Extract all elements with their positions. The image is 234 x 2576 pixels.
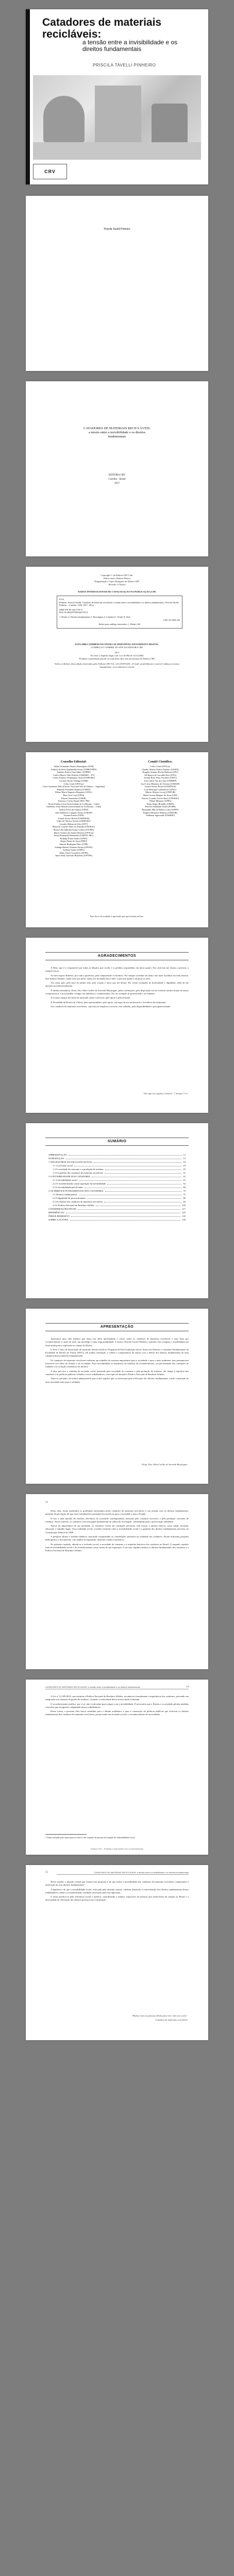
paragraph: Aos meus pais, pela base da minha vida, pela criação e amor que me deram. Por serem exemplos de honestidade e dignidade, além de me amarem incondicionalmente. (45, 981, 189, 988)
page-number: 14 (186, 1686, 189, 1688)
editorial-name: Elizeu Clementino (UNEB) (61, 796, 86, 800)
toc-entry[interactable] (48, 1157, 186, 1160)
editorial-name: Lídia de Oliveira Xavier (UNIEURO) (57, 820, 91, 823)
toc-leader (107, 1182, 181, 1184)
toc-leader (78, 1207, 180, 1210)
paragraph: Nesta obra, foram analisados os problemas enfrentados pelos catadores de materiais recicláveis e sua relação com os direitos fundamentais, partindo da percepção de que esses trabalhadores permanecem invisíveis para a sociedade e para o Estado. (45, 1510, 189, 1516)
toc-entry-label: 2 A INVISIBILIDADE DOS CATADORES (48, 1175, 91, 1178)
editorial-name: Rodrigo Pratte-Santos (UFES) (60, 837, 88, 840)
revisao: Revisão: A Autora (108, 583, 126, 586)
paragraph: Dessa forma, a presente obra busca contribuir para o debate acadêmico e para a construção de políticas públicas que efetivem os direitos fundamentais dos catadores de materiais recicláveis, promovendo sua inclusão social e o reconhecimento de seu trabalho. (45, 1710, 189, 1716)
committee-name: Péricles Stehmann Nunes (FURB) (145, 805, 176, 808)
toc-entry-label: APRESENTAÇÃO (48, 1154, 67, 1156)
editor-chefe: Editor-chefe: Railson Moura (104, 577, 130, 580)
toc-entry[interactable] (48, 1214, 186, 1218)
toc-entry-label: 1.3 A trajetória dos catadores de materiais recicláveis (53, 1172, 103, 1174)
committee-name: Rogério Monteiro Barbosa (UNIFOR) (143, 811, 177, 814)
paragraph: Nesse sentido, a questão central que orienta esta pesquisa é: de que forma a invisibilidade dos catadores de materiais recicláveis compromete a efetivação de seus direitos fundamentais? (45, 1880, 189, 1887)
toc-leader (71, 1214, 180, 1217)
paragraph: À Faculdade de Direito de Vitória, pela oportunidade e pelo apoio, em especial aos professores e servidores da instituição. (51, 1001, 166, 1004)
toc-entry-label: 3.1 Direitos fundamentais (53, 1193, 77, 1196)
toc-entry-label: 1.2 A sociedade do consumo e a produção de resíduos (53, 1168, 104, 1171)
toc-entry-label: 3.3 Os direitos dos catadores de materiais recicláveis (53, 1200, 103, 1203)
toc-entry[interactable] (48, 1218, 186, 1222)
toc-entry-label: SOBRE A AUTORA (48, 1218, 69, 1221)
toc-entry-label: 3.4 A Política Nacional de Resíduos Sólidos (53, 1204, 95, 1207)
title-page (26, 381, 208, 556)
introduction-page (26, 1494, 208, 1669)
toc-leader (66, 1211, 180, 1213)
isbn: ISBN 978-85-444-1701-8 (59, 608, 82, 611)
ficha-subjects: 1. Direito 2. Direitos fundamentais 3. Reciclagem 4. Catadores I. Título II. Série (59, 615, 131, 618)
toc-entry-page: 52 (183, 1182, 186, 1185)
editorial-name: Leonel Severo Rocha (UNISINOS) (58, 817, 90, 820)
publisher-logo: CRV (33, 164, 67, 179)
editorial-name: Jailson Alves dos Santos (UFRJ) (59, 808, 89, 811)
toc-entry-page: 125 (182, 1211, 186, 1214)
editorial-name: Lourdes Helena da Silva (UFV) (59, 822, 88, 825)
ficha-cdu: CDU 34 CDD 342 (163, 618, 180, 621)
footnote: 1 Termo utilizado pela autora para se referir a um conjunto de pessoas em situação de vulnerabilidade social. (45, 1836, 136, 1839)
toc-entry-label: 2.3 A invisibilidade pelo Estado (53, 1186, 83, 1189)
editorial-council (35, 760, 112, 857)
cover-subtitle: a tensão entre a invisibilidade e os direitos fundamentais (82, 39, 178, 53)
toc-entry-page: 19 (183, 1161, 186, 1163)
toc-entry-page: 135 (182, 1215, 186, 1217)
toc-entry-label: 3.2 A dignidade da pessoa humana (53, 1197, 86, 1199)
rights-note: Proibida a reprodução parcial ou total desta obra sem autorização da Editora CRV (79, 657, 155, 660)
copyright-line: Copyright © da Editora CRV Ltda. (101, 574, 133, 577)
toc-page (26, 1123, 208, 1298)
toc-entry[interactable] (48, 1153, 186, 1157)
toc-entry-label: CONSIDERAÇÕES FINAIS (48, 1208, 76, 1210)
toc-entry-page: 75 (183, 1190, 186, 1192)
toc-leader (94, 1160, 181, 1163)
editorial-name: Tadeu Oliver Gonçalves (UFPA) (59, 851, 89, 854)
toc-entry-label: 2.1 A invisibilidade social (53, 1179, 77, 1181)
toc-entry[interactable] (48, 1175, 186, 1178)
toc-entry[interactable] (48, 1167, 186, 1171)
committee-name: Olindo Menezes (UFPA) (149, 800, 172, 803)
toc-entry-page: 31 (183, 1172, 186, 1174)
diagramacao: Diagramação e Capa: Designers da Editora CRV (94, 580, 140, 583)
toc-entry-label: REFERÊNCIAS (48, 1211, 64, 1214)
ficha-title: DADOS INTERNACIONAIS DE CATALOGAÇÃO NA PUBLICAÇÃO (CIP) (78, 590, 156, 593)
cover-side-bar (26, 9, 30, 184)
paragraph: A hipótese é de que a invisibilidade social, reforçada pela omissão estatal, constitui obstáculo à concretização dos direitos fundamentais desses trabalhadores, sendo o reconhecimento condição necessária para sua superação. (45, 1888, 189, 1894)
title-page-title: CATADORES DE MATERIAIS RECICLÁVEIS: a tensão entre a invisibilidade e os direitos fundamentais (83, 427, 151, 438)
editorial-name: Simone Rodrigues Pinto (UNB) (59, 843, 88, 846)
page-14-footer: Editora CRV - Proibida a impressão e/ou comercialização (91, 1848, 143, 1850)
toc-leader (96, 1204, 180, 1206)
page-15-body (45, 1880, 189, 1903)
paragraph: No primeiro capítulo, aborda-se a exclusão social, a sociedade do consumo e a trajetória histórica dos catadores no Brasil. O segundo capítulo trata da invisibilidade social e do reconhecimento como forma de sua superação. O terceiro capítulo analisa os direitos fundamentais dos catadores e a Política Nacional de Resíduos Sólidos. (45, 1543, 189, 1552)
running-head: CATADORES DE MATERIAIS RECICLÁVEIS: a tensão entre a invisibilidade e os direitos fundamentais (57, 1871, 189, 1875)
toc-entry-page: 86 (183, 1197, 186, 1199)
committee-name: Raimundo Márcio Ribeiro Lima (UFRN) (142, 808, 179, 811)
editorial-name: Élsio José Corá (UFFS) (63, 793, 85, 796)
paragraph: O lixo é uma questão de extrema relevância na sociedade contemporânea, marcada pelo consumo excessivo e pela produção crescente de resíduos. Nesse contexto, os catadores exercem papel fundamental na cadeia da reciclagem, contribuindo para a preservação ambiental. (45, 1517, 189, 1523)
paragraph: A pesquisa adotou o método dialético, buscando compreender as contradições presentes na realidade dos catadores. Foram utilizadas pesquisa bibliográfica e documental, com análise de legislação, doutrina e dados estatísticos. (45, 1535, 189, 1541)
toc-leader (105, 1189, 182, 1192)
toc-leader (70, 1218, 180, 1221)
paragraph: Trata-se, portanto, de leitura indispensável para todos aqueles que se interessam pela efetivação dos direitos fundamentais e pela construção de uma sociedade mais justa e solidária. (45, 1377, 189, 1383)
toc-entry[interactable] (48, 1164, 186, 1167)
editorial-name: Carlos Alberto Vilar Estêvão (UMINHO – PT) (53, 773, 95, 776)
cover-title: Catadores de materiais recicláveis: (42, 16, 162, 40)
committee-name: Luiz Henrique Cademartori (UFSC) (144, 788, 177, 791)
toc-heading: SUMÁRIO (107, 1140, 127, 1143)
editorial-council-title: Conselho Editorial: (60, 760, 87, 764)
title-page-year: 2017 (114, 482, 120, 485)
toc-entry-label: 1 NOS RASTROS DA EXCLUSÃO SOCIAL (48, 1161, 93, 1163)
toc-leader (65, 1157, 181, 1159)
toc-leader (74, 1164, 182, 1166)
committee-name: Narciso Leandro Xavier Baez (UNOESC) (141, 796, 179, 800)
paragraph: O tema justifica-se pela relevância social e jurídica, considerando o número expressivo de pessoas que sobrevivem da catação no Brasil e a necessidade de efetivação dos direitos previstos na Constituição. (45, 1895, 189, 1902)
cover-photo (33, 75, 201, 160)
legal-digital: ESTA OBRA TAMBÉM ENCONTRA-SE DISPONÍVEL EM FORMATO DIGITAL. (75, 643, 159, 646)
acknowledgments-heading: AGRADECIMENTOS (97, 954, 137, 958)
toc-leader (104, 1200, 181, 1202)
toc-entry-page: 75 (183, 1193, 186, 1196)
toc-entry[interactable] (48, 1182, 186, 1185)
paragraph: Apesar da importância de sua atividade, os catadores vivem em condições precárias, sem acesso a direitos básicos como saúde, moradia, educação e trabalho digno. Essa realidade revela a tensão existente entre a invisibilidade social e a garantia dos direitos fundamentais previstos na Constituição Federal de 1988. (45, 1524, 189, 1534)
ficha-index: Índice para catálogo sistemático 1. Direito 342 (98, 623, 141, 626)
toc-leader (79, 1193, 182, 1195)
paragraph: A Lei nº 12.305/2010, que instituiu a Política Nacional de Resíduos Sólidos, reconheceu formalmente a importância dos catadores, prevendo sua integração nos sistemas de gestão de resíduos. Contudo, a efetividade dessa norma ainda é limitada. (45, 1695, 189, 1701)
scientific-committee (122, 760, 199, 817)
committee-name: Douglas Antonio Rocha Pinheiro (UFG) (142, 771, 178, 774)
toc-leader (105, 1171, 182, 1174)
editorial-name: Celso Conti (UFSCar) (63, 782, 84, 785)
editorial-name: Solange Helena Ximenes-Rocha (UFOPA) (55, 845, 93, 849)
toc-entry-page: 41 (183, 1175, 186, 1178)
toc-entry-label: 3 OS DIREITOS FUNDAMENTAIS DOS CATADORES (48, 1190, 104, 1192)
editorial-name: Tania Suely Azevedo Brasileiro (UFOPA) (55, 854, 93, 857)
toc-entry-page: 94 (183, 1200, 186, 1203)
acknowledgments-quote: "Até aqui nos ajudou o Senhor." 1 Samuel 7:12 (143, 1092, 188, 1095)
council-page (26, 752, 208, 927)
ficha-body: Pinheiro, Priscila Tavelli. Catadores de materiais recicláveis: a tensão entre a invisibilidade e os direitos fundamentais / Priscila Tavelli Pinheiro – Curitiba : CRV, 2017. 140 p. (59, 601, 179, 607)
toc-entry-page: 25 (183, 1168, 186, 1171)
paragraph: O livro é fruto de dissertação de mestrado desenvolvida no Programa de Pós-Graduação Stricto Sensu em Direitos e Garantias Fundamentais da Faculdade de Direito de Vitória (FDV), sob minha orientação, e reflete o compromisso da autora com a defesa dos direitos fundamentais de uma categoria historicamente marginalizada. (45, 1348, 189, 1358)
peer-review-note: Este livro foi avaliado e aprovado por pareceristas ad hoc. (90, 915, 144, 918)
catalog-card (57, 596, 182, 629)
editorial-name: Maria Cristina dos Santos Bezerra (UFSCar) (54, 831, 94, 834)
committee-name: Gil Ramos de Carvalho Neto (UFG) (144, 773, 177, 776)
toc-entry[interactable] (48, 1178, 186, 1182)
contact-note: Todos os direitos desta edição reservados pela: Editora CRV Tel.: (41) 3039-6418 – E-mail: sac@editoracrv.com.br Conheça os nossos lançamentos: www.editoracrv.com.br (54, 663, 180, 668)
presentation-signature: Profa. Dra. Elda Coelho de Azevedo Bussinguer (141, 1463, 188, 1466)
epigraph-attribution: Catadora de materiais recicláveis (155, 2019, 188, 2021)
toc-entry-page: 11 (183, 1154, 186, 1156)
page-14 (26, 1680, 208, 1855)
editorial-name: Guillermo Arias Beatón (Universidade de La Havana – Cuba) (46, 805, 102, 808)
editorial-name: Elione Maria Nogueira Diogenes (UFAL) (55, 791, 92, 794)
toc-entry[interactable] (48, 1171, 186, 1175)
editorial-name: Carmen Tereza Velanga (UNIR) (59, 779, 88, 782)
editorial-name: João Adalberto Campato Junior (UNESP) (55, 811, 92, 814)
toc-leader (79, 1178, 182, 1181)
committee-name: Celso Conti (UFSCar) (150, 765, 171, 768)
toc-leader (85, 1185, 182, 1188)
toc-entry-page: 60 (183, 1186, 186, 1189)
committee-name: Maria Gorete Marques de Jesus (USP) (143, 793, 178, 796)
toc-entry[interactable] (48, 1211, 186, 1214)
committee-name: Valdemar Sguissardi (UNIMEP) (146, 814, 175, 817)
committee-name: José Lúcio Monteiro de Oliveira (UNIFAP) (141, 782, 180, 785)
introduction-body (45, 1510, 189, 1554)
toc-entry[interactable] (48, 1200, 186, 1204)
committee-name: Leonel Severo Rocha (UNISINOS) (144, 785, 176, 788)
paragraph: Aos meus amigos da turma de mestrado, pelas conversas, pelo apoio e pela amizade. (51, 996, 131, 999)
editorial-name: Sérgio Nunes de Jesus (IFRO) (60, 840, 88, 843)
editorial-name: Josania Portela (UFPI) (63, 814, 84, 817)
committee-name: Josiane Rose Petry Veronese (UFSC) (144, 776, 177, 779)
paragraph: A Deus, que é o responsável por todas as bênçãos que recebi e os pedidos respondidos em meus quatro. Em cada luta me ensina a persistir, a sempre buscar. (45, 967, 189, 973)
toc-leader (92, 1175, 181, 1177)
paragraph: Aos catadores de materiais recicláveis, cuja luta me inspirou a escrever este trabalho, pela disponibilidade e pela generosidade. (51, 1005, 171, 1008)
toc-entry-label: 1.1 A exclusão social (53, 1164, 73, 1167)
committee-name: Márcio Alberto Lecoq (UNIFOR) (145, 791, 176, 794)
epigraph: "Muitas vezes as pessoas olham para nós e não nos veem." (131, 2014, 188, 2017)
doi: DOI 10.24824/978854441701.8 (59, 611, 88, 614)
half-title-author: Priscila Tavelli Pinheiro (104, 228, 130, 231)
copyright-year: 2017 (114, 651, 120, 654)
acknowledgments-body (45, 967, 189, 1009)
presentation-body (45, 1337, 189, 1385)
page-14-body (45, 1695, 189, 1718)
running-head: CATADORES DE MATERIAIS RECICLÁVEIS: a tensão entre a invisibilidade e os direitos fundamentais (45, 1686, 189, 1689)
editorial-name: Antônio Pereira Gaio Júnior (UFRRJ) (57, 771, 91, 774)
page-15 (26, 1865, 208, 2040)
paragraph: O reconhecimento jurídico, por si só, não é suficiente para romper com a invisibilidade. É necessário que o Estado e a sociedade adotem medidas concretas que assegurem a dignidade desses trabalhadores. (45, 1702, 189, 1708)
toc-entry-label: INTRODUÇÃO (48, 1157, 64, 1160)
toc-entry[interactable] (48, 1193, 186, 1196)
toc-leader (69, 1153, 182, 1156)
copyright-page (26, 567, 208, 742)
toc-entry-page: 19 (183, 1164, 186, 1167)
toc-leader (87, 1196, 182, 1199)
paragraph: Ao meu esposo Roberto, por toda a paciência, pela compreensão e incentivo. Por sempre acreditar em mim e me fazer acreditar em mim mesma. Que mesmo distante, soube estar por perto. Quem fez da minha luta a dele, e para me ajudar a alcançar os seus. (45, 974, 189, 980)
page-number: 13 (45, 1501, 48, 1504)
toc-entry-page: 13 (183, 1157, 186, 1160)
committee-name: Claudio Alberto Franca Pinheiro (UEMA) (141, 768, 179, 771)
toc-entry-page: 117 (182, 1208, 186, 1210)
toc-entry[interactable] (48, 1204, 186, 1207)
toc-entry-label: ÍNDICE REMISSIVO (48, 1215, 70, 1217)
presentation-heading: APRESENTAÇÃO (100, 1325, 134, 1329)
half-title-page (26, 196, 208, 371)
editorial-name: Gloria Fariñas León (Universidade de La Havana – Cuba) (48, 802, 99, 805)
deposit-note: Foi feito o depósito legal conf. Lei 10.994 de 14/12/2004 (90, 654, 144, 657)
editorial-name: Carlos Federico Dominguez Avila (UNIEURO) (53, 776, 95, 779)
paragraph: Os catadores de materiais recicláveis realizam um trabalho de extrema importância para a sociedade e para o meio ambiente, mas permanecem invisíveis aos olhos do Estado e da sociedade. Essa invisibilidade se manifesta na ausência de reconhecimento, na precariedade das condições de trabalho e na violação sistemática de direitos. (45, 1359, 189, 1368)
editorial-name: Cesar Gerónimo Tello (Univer .Nacional Três de Febrero – Argentina) (42, 785, 105, 788)
editorial-name: Aldira Guimarães Duarte Domínguez (UNB) (54, 765, 94, 768)
editorial-name: Paulo Romualdo Hernandes (UNIFAL-MG) (54, 834, 93, 837)
title-page-city: Curitiba – Brasil (108, 478, 126, 481)
toc-entry[interactable] (48, 1185, 186, 1189)
editorial-name: Francisco Carlos Duarte (PUC-PR) (58, 800, 90, 803)
toc-list (48, 1153, 186, 1222)
paragraph: À minha orientadora, Profa. Dra. Elda Coelho de Azevedo Bussinguer, pelas orientações, pela disposição em me orientar mesmo diante de tantos compromissos, e por partilhar comigo sua sabedoria e conhecimento. Por ser exemplo de profissional e ser humano. (45, 989, 189, 995)
committee-name: José Carlos Vaz de Lima (UNIMEP) (144, 779, 177, 782)
committee-name: Paulo Sérgio Brandão (UFRN) (146, 802, 174, 805)
toc-entry[interactable] (48, 1196, 186, 1200)
editorial-name: Maria Lília Imbiriba Sousa Colares (UFOPA) (53, 828, 94, 832)
paragraph: Apresentar uma obra jurídica que lança um olhar aprofundado e crítico sobre os catadores de materiais recicláveis e suas lutas por reconhecimento é, antes de tudo, um privilégio e uma responsabilidade. A autora, Priscila Tavelli Pinheiro, enfrenta com coragem e sensibilidade um tema ainda pouco explorado no campo do Direito. (45, 1337, 189, 1347)
book-cover (26, 9, 208, 184)
toc-entry-label: 2.2 O reconhecimento como superação da invisibilidade (53, 1182, 106, 1185)
toc-entry-page: 41 (183, 1179, 186, 1181)
cover-author: PRISCILA TAVELLI PINHEIRO (93, 63, 156, 67)
ficha-cdd: P719 (59, 598, 64, 601)
legal-site: CONHEÇA E COMPRE NO SITE DA EDITORA CRV (91, 646, 143, 649)
toc-entry[interactable] (48, 1189, 186, 1193)
title-page-publisher: EDITORA CRV (108, 474, 126, 477)
toc-entry[interactable] (48, 1160, 186, 1164)
toc-entry-page: 105 (182, 1204, 186, 1207)
paragraph: A obra percorre o caminho da exclusão social, passando pela sociedade do consumo e pela produção de resíduos, até chegar à trajetória dos catadores e às políticas públicas voltadas a esses trabalhadores, com especial atenção à Política Nacional de Resíduos Sólidos. (45, 1369, 189, 1376)
editorial-name: Eduardo Fernandes Barbosa (UFMG) (57, 788, 91, 791)
acknowledgments-page (26, 938, 208, 1113)
page-number: 15 (45, 1871, 48, 1874)
toc-entry[interactable] (48, 1207, 186, 1211)
scientific-committee-title: Comitê Científico: (148, 760, 173, 764)
editorial-name: Maria de Lourdes Pinto de Almeida (UNOESC) (52, 825, 95, 828)
editorial-name: Sydione Santos (UEPG) (63, 849, 85, 852)
presentation-page (26, 1309, 208, 1484)
toc-leader (105, 1167, 181, 1170)
toc-entry-page: 139 (182, 1218, 186, 1221)
editorial-name: Andréia da Silva Quintanilha Sousa (UNIR/UFRN) (51, 768, 97, 771)
